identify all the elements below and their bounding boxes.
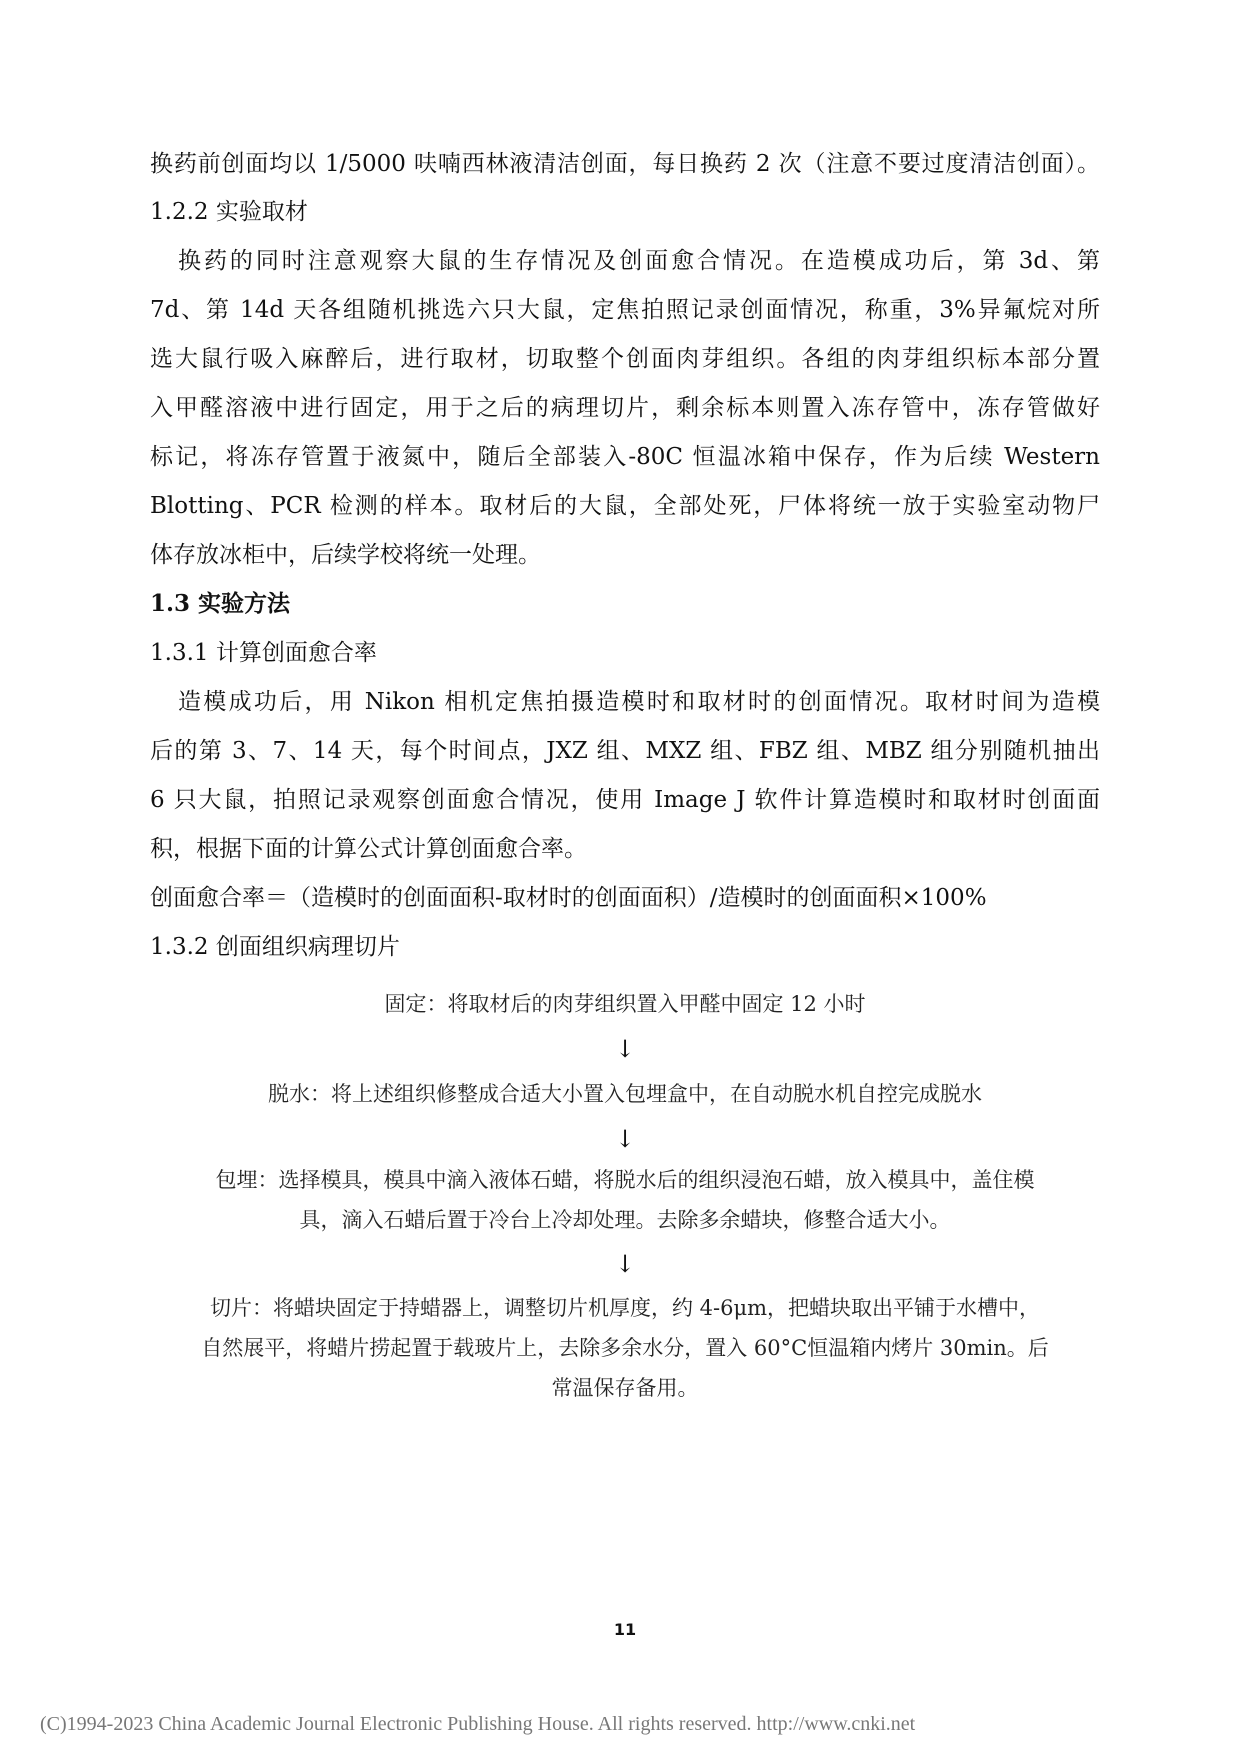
section-heading-1-3-1: 1.3.1 计算创面愈合率 (150, 640, 377, 666)
flow-step-dehydrate: 脱水：将上述组织修整成合适大小置入包埋盒中，在自动脱水机自控完成脱水 (268, 1082, 982, 1106)
flow-step-embed: 包埋：选择模具，模具中滴入液体石蜡，将脱水后的组织浸泡石蜡，放入模具中，盖住模 (215, 1168, 1035, 1192)
section-heading-1-3-2: 1.3.2 创面组织病理切片 (150, 934, 400, 960)
formula: 创面愈合率＝（造模时的创面面积-取材时的创面面积）/造模时的创面面积×100% (150, 885, 987, 911)
paragraph-line: 6 只大鼠，拍照记录观察创面愈合情况，使用 Image J 软件计算造模时和取材时创面面 (150, 787, 1100, 813)
flow-arrow-down-icon: ↓ (614, 1250, 636, 1278)
paragraph-line: 入甲醛溶液中进行固定，用于之后的病理切片，剩余标本则置入冻存管中，冻存管做好 (150, 395, 1100, 421)
paragraph-line: 7d、第 14d 天各组随机挑选六只大鼠，定焦拍照记录创面情况，称重，3%异氟烷对所 (150, 297, 1100, 323)
flow-arrow-down-icon: ↓ (614, 1125, 636, 1153)
section-heading-1-2-2: 1.2.2 实验取材 (150, 199, 308, 225)
paragraph-line: 造模成功后，用 Nikon 相机定焦拍摄造模时和取材时的创面情况。取材时间为造模 (178, 689, 1100, 715)
paragraph-line: 体存放冰柜中，后续学校将统一处理。 (150, 542, 541, 568)
flow-step-section: 自然展平，将蜡片捞起置于载玻片上，去除多余水分，置入 60°C恒温箱内烤片 30min。后 (201, 1336, 1049, 1360)
paragraph-line: 换药前创面均以 1/5000 呋喃西林液清洁创面，每日换药 2 次（注意不要过度清洁创面）。 (150, 151, 1100, 177)
copyright-footer: (C)1994-2023 China Academic Journal Electronic Publishing House. All rights reserved. http://www.cnki.net (40, 1713, 916, 1735)
paragraph-line: Blotting、PCR 检测的样本。取材后的大鼠，全部处死，尸体将统一放于实验室动物尸 (150, 493, 1100, 519)
flow-step-fix: 固定：将取材后的肉芽组织置入甲醛中固定 12 小时 (384, 992, 866, 1016)
section-heading-1-3: 1.3 实验方法 (150, 590, 291, 617)
paragraph-line: 积，根据下面的计算公式计算创面愈合率。 (150, 836, 587, 862)
page-number: 11 (613, 1620, 637, 1639)
flow-step-section: 常温保存备用。 (551, 1376, 699, 1400)
flow-step-embed: 具，滴入石蜡后置于冷台上冷却处理。去除多余蜡块，修整合适大小。 (299, 1208, 951, 1232)
flow-arrow-down-icon: ↓ (614, 1035, 636, 1063)
paragraph-line: 选大鼠行吸入麻醉后，进行取材，切取整个创面肉芽组织。各组的肉芽组织标本部分置 (150, 346, 1100, 372)
paragraph-line: 后的第 3、7、14 天，每个时间点，JXZ 组、MXZ 组、FBZ 组、MBZ 组分别随机抽出 (150, 738, 1100, 764)
paragraph-line: 换药的同时注意观察大鼠的生存情况及创面愈合情况。在造模成功后，第 3d、第 (178, 248, 1100, 274)
flow-step-section: 切片：将蜡块固定于持蜡器上，调整切片机厚度，约 4-6μm，把蜡块取出平铺于水槽中， (209, 1296, 1041, 1320)
paragraph-line: 标记，将冻存管置于液氮中，随后全部装入-80C 恒温冰箱中保存，作为后续 Western (150, 444, 1100, 470)
